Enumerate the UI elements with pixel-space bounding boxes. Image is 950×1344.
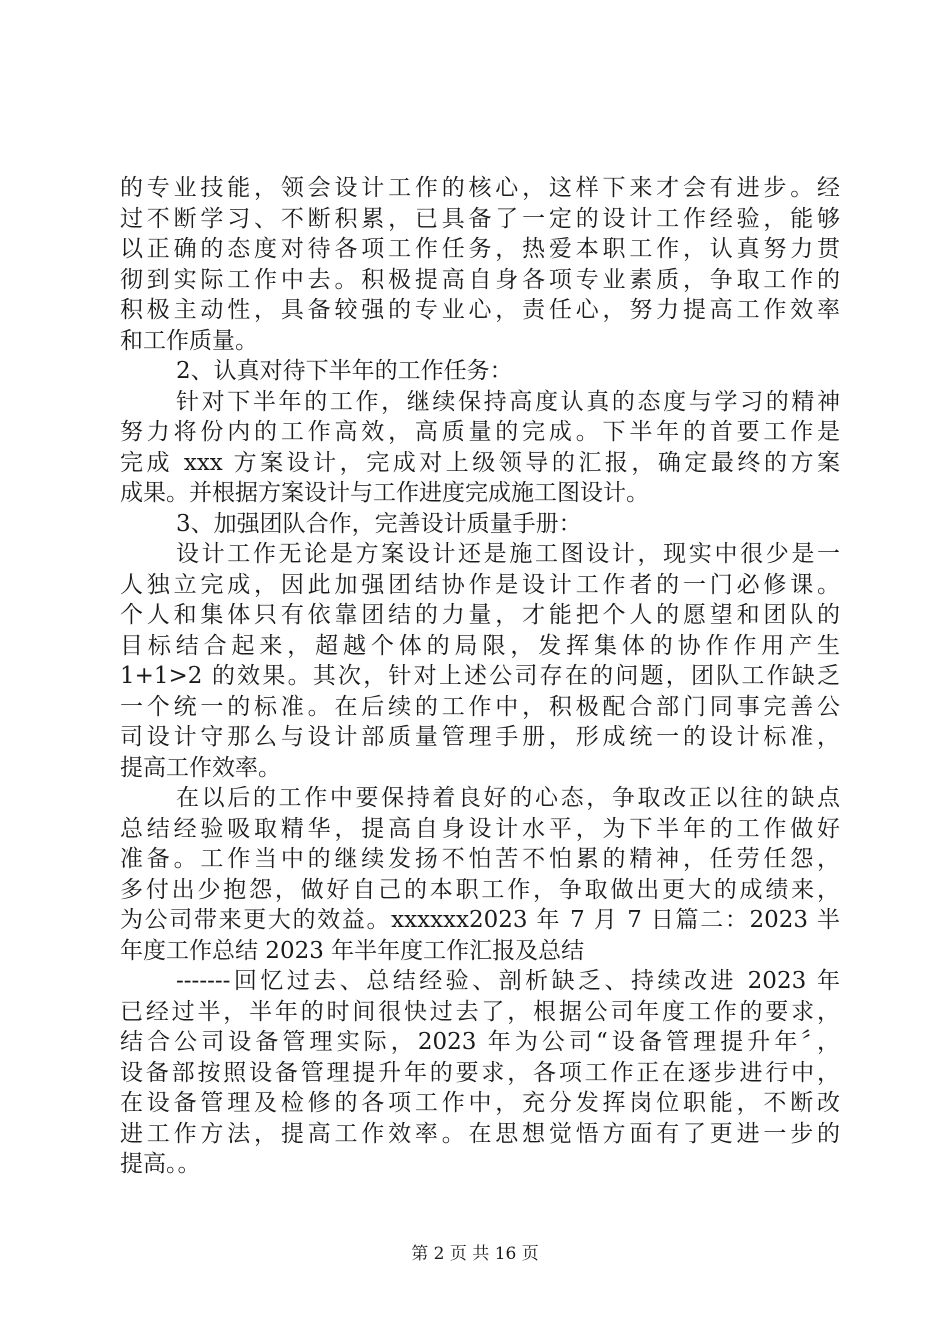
text-line: 人独立完成，因此加强团结协作是设计工作者的一门必修课。 (120, 571, 840, 598)
text-line: 已经过半，半年的时间很快过去了，根据公司年度工作的要求， (120, 998, 840, 1025)
text-line: 以正确的态度对待各项工作任务，热爱本职工作，认真努力贯 (120, 236, 840, 262)
text-line: 针对下半年的工作，继续保持高度认真的态度与学习的精神 (176, 388, 840, 415)
text-line: 努力将份内的工作高效，高质量的完成。下半年的首要工作是 (120, 419, 840, 445)
text-line: 过不断学习、不断积累，已具备了一定的设计工作经验，能够 (120, 205, 840, 232)
text-line: 提高工作效率。 (120, 754, 281, 781)
text-line: 设备部按照设备管理提升年的要求，各项工作正在逐步进行中， (120, 1059, 840, 1086)
text-line: 为公司带来更大的效益。xxxxxx2023 年 7 月 7 日篇二：2023 半 (120, 907, 840, 933)
text-line: 彻到实际工作中去。积极提高自身各项专业素质，争取工作的 (120, 266, 840, 293)
text-line: 年度工作总结 2023 年半年度工作汇报及总结 (120, 937, 585, 964)
text-line: 进工作方法，提高工作效率。在思想觉悟方面有了更进一步的 (120, 1120, 840, 1147)
text-line: 的专业技能，领会设计工作的核心，这样下来才会有进步。经 (120, 175, 840, 201)
text-line: 设计工作无论是方案设计还是施工图设计，现实中很少是一 (176, 541, 840, 567)
text-line: 一个统一的标准。在后续的工作中，积极配合部门同事完善公 (120, 693, 840, 720)
page-number: 第 2 页 共 16 页 (411, 1244, 539, 1264)
text-line: 完成 xxx 方案设计，完成对上级领导的汇报，确定最终的方案 (120, 449, 840, 476)
text-line: 司设计守那么与设计部质量管理手册，形成统一的设计标准， (120, 724, 840, 750)
text-line: 1+1>2 的效果。其次，针对上述公司存在的问题，团队工作缺乏 (120, 663, 840, 689)
text-line: 积极主动性，具备较强的专业心，责任心，努力提高工作效率 (120, 297, 840, 323)
text-line: 个人和集体只有依靠团结的力量，才能把个人的愿望和团队的 (120, 602, 840, 628)
text-line: 提高。。 (120, 1151, 201, 1177)
text-line: 和工作质量。 (120, 327, 258, 354)
text-line: 准备。工作当中的继续发扬不怕苦不怕累的精神，任劳任怨， (120, 846, 840, 872)
text-line: 目标结合起来，超越个体的局限，发挥集体的协作作用产生 (120, 632, 840, 659)
section-heading: 3、加强团队合作，完善设计质量手册： (176, 510, 582, 537)
text-line: 成果。并根据方案设计与工作进度完成施工图设计。 (120, 480, 649, 506)
text-line: 在以后的工作中要保持着良好的心态，争取改正以往的缺点 (176, 785, 840, 811)
text-line: -------回忆过去、总结经验、剖析缺乏、持续改进 2023 年 (176, 968, 840, 994)
text-line: 多付出少抱怨，做好自己的本职工作，争取做出更大的成绩来， (120, 876, 840, 903)
text-line: 结合公司设备管理实际，2023 年为公司“设备管理提升年〞， (120, 1029, 840, 1055)
text-line: 在设备管理及检修的各项工作中，充分发挥岗位职能，不断改 (120, 1090, 840, 1116)
text-line: 总结经验吸取精华，提高自身设计水平，为下半年的工作做好 (120, 815, 840, 842)
section-heading: 2、认真对待下半年的工作任务： (176, 358, 513, 384)
